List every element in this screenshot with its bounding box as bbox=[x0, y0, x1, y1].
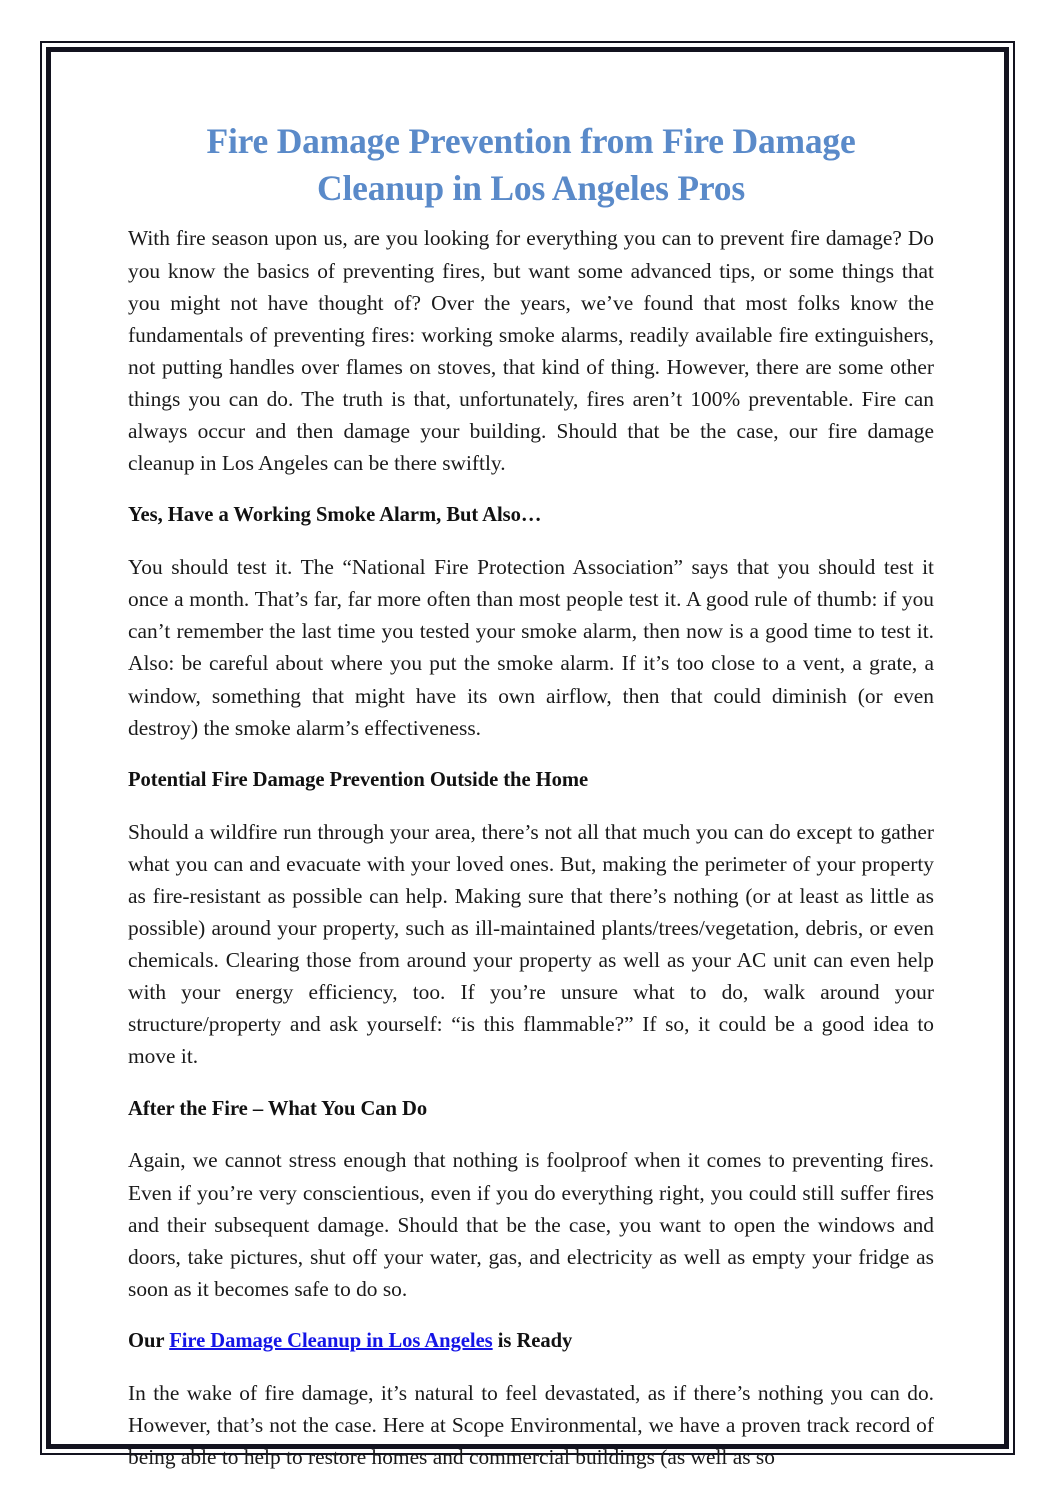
paragraph-outside-home: Should a wildfire run through your area, there’s not all that much you can do except to gather what you can and evacuate with your loved ones. But, making the perimeter of your property as fire-resistant as possible can help. Making sure that there’s nothing (or at least as little as possible) around your property, such as ill-maintained plants/trees/vegetation, debris, or even chemicals. Clearing those from around your property as well as your AC unit can even help with your energy efficiency, too. If you’re unsure what to do, walk around your structure/property and ask yourself: “is this flammable?” If so, it could be a good idea to move it. bbox=[128, 819, 934, 1069]
paragraph-after-fire: Again, we cannot stress enough that nothing is foolproof when it comes to preventing fires. Even if you’re very conscientious, even if you do everything right, you could still suffer fires and their subsequent damage. Should that be the case, you want to open the windows and doors, take pictures, shut off your water, gas, and electricity as well as empty your fridge as soon as it becomes safe to do so. bbox=[128, 1148, 934, 1301]
heading-smoke-alarm: Yes, Have a Working Smoke Alarm, But Also… bbox=[128, 504, 542, 527]
paragraph-intro: With fire season upon us, are you looking for everything you can to prevent fire damage? Do you know the basics of preventing fires, but want some advanced tips, or some things that you might not have thought of? Over the years, we’ve found that most folks know the fundamentals of preventing fires: working smoke alarms, readily available fire extinguishers, not putting handles over flames on stoves, that kind of thing. However, there are some other things you can do. The truth is that, unfortunately, fires aren’t 100% preventable. Fire can always occur and then damage your building. Should that be the case, our fire damage cleanup in Los Angeles can be there swiftly. bbox=[128, 226, 934, 476]
heading-ready bbox=[128, 1327, 934, 1357]
fire-damage-cleanup-link[interactable]: Fire Damage Cleanup in Los Angeles bbox=[169, 1329, 493, 1352]
heading-after-fire: After the Fire – What You Can Do bbox=[128, 1097, 428, 1120]
paragraph-ready: In the wake of fire damage, it’s natural to feel devastated, as if there’s nothing you can do. However, that’s not the case. Here at Scope Environmental, we have a proven track record of being able to help to restore homes and commercial buildings (as well as so bbox=[128, 1380, 934, 1470]
document-content bbox=[128, 118, 934, 1473]
heading-outside-home: Potential Fire Damage Prevention Outside the Home bbox=[128, 768, 589, 791]
page-title: Fire Damage Prevention from Fire Damage Cleanup in Los Angeles Pros bbox=[206, 121, 856, 209]
paragraph-smoke-alarm: You should test it. The “National Fire Protection Association” says that you should test it once a month. That’s far, far more often than most people test it. A good rule of thumb: if you can’t remember the last time you tested your smoke alarm, then now is a good time to test it. Also: be careful about where you put the smoke alarm. If it’s too close to a vent, a grate, a window, something that might have its own airflow, then that could diminish (or even destroy) the smoke alarm’s effectiveness. bbox=[128, 555, 934, 740]
heading-ready-prefix: Our bbox=[128, 1329, 170, 1352]
heading-ready-suffix: is Ready bbox=[492, 1329, 573, 1352]
